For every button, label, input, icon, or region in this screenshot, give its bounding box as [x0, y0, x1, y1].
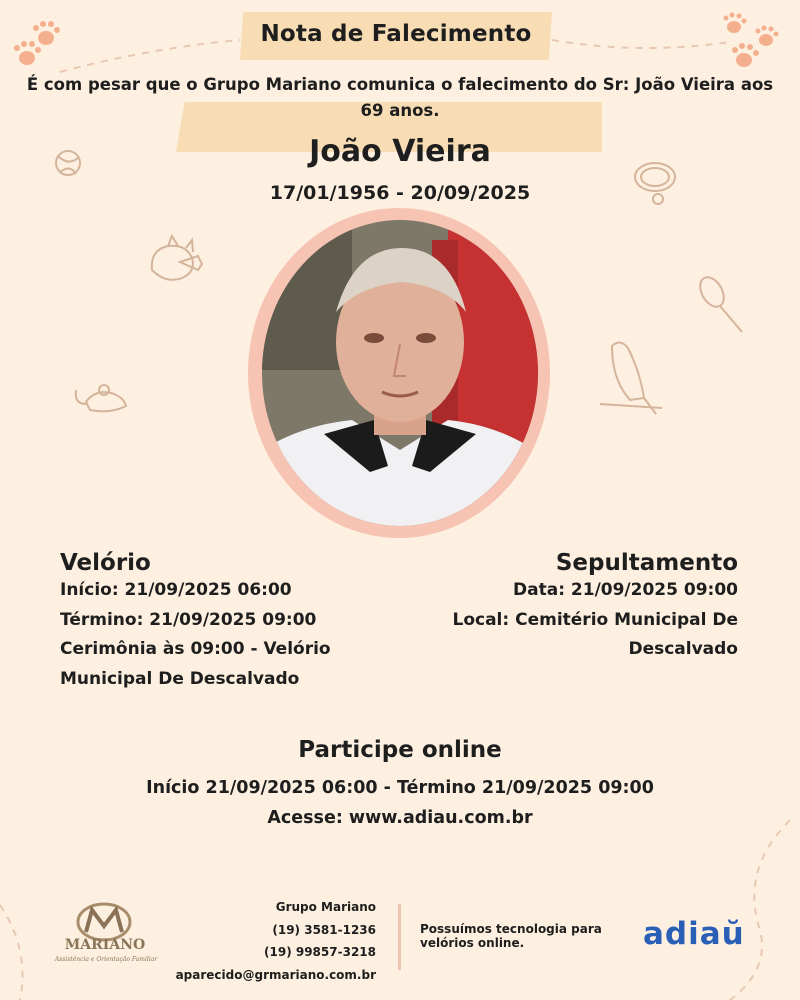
velorio-line: Cerimônia às 09:00 - Velório: [60, 639, 331, 659]
page-title: Nota de Falecimento: [260, 21, 532, 47]
velorio-line: Término: 21/09/2025 09:00: [60, 609, 317, 630]
mouse-icon: [76, 385, 126, 411]
sepultamento-line: Data: 21/09/2025 09:00: [513, 580, 738, 600]
phone-2[interactable]: (19) 99857-3218: [264, 945, 376, 959]
velorio-title: Velório: [60, 550, 151, 576]
sepultamento-title: Sepultamento: [555, 550, 738, 576]
cat-fish-icon: [152, 236, 202, 280]
velorio-section: [60, 550, 390, 694]
brush-icon: [695, 273, 742, 332]
online-times: Início 21/09/2025 06:00 - Término 21/09/2025 09:00: [146, 778, 654, 798]
deceased-name: João Vieira: [309, 134, 491, 169]
email-link[interactable]: aparecido@grmariano.com.br: [175, 967, 376, 982]
parrot-icon: [600, 342, 662, 414]
contact-block: [160, 896, 376, 986]
company-name: Grupo Mariano: [275, 900, 376, 914]
deceased-photo: [262, 220, 538, 526]
mariano-wordmark: MARIANO: [64, 937, 146, 953]
announcement-text: É com pesar que o Grupo Mariano comunica o falecimento do Sr: João Vieira aos 69 anos.: [26, 75, 774, 120]
sepultamento-line: Descalvado: [628, 639, 738, 659]
sepultamento-section: [410, 550, 738, 665]
sepultamento-line: Local: Cemitério Municipal De: [452, 609, 738, 630]
deceased-dates: 17/01/1956 - 20/09/2025: [269, 182, 531, 204]
phone-1[interactable]: (19) 3581-1236: [272, 922, 376, 937]
velorio-line: Início: 21/09/2025 06:00: [60, 580, 292, 600]
adiau-logo[interactable]: adiaŭ: [643, 916, 745, 952]
mariano-tagline: Assistência e Orientação Familiar: [54, 956, 158, 963]
online-title: Participe online: [298, 737, 502, 763]
tech-text: Possuímos tecnologia para velórios online.: [420, 922, 602, 950]
footer-divider: [398, 904, 401, 970]
online-site-link[interactable]: Acesse: www.adiau.com.br: [267, 808, 533, 828]
velorio-line: Municipal De Descalvado: [60, 668, 300, 689]
